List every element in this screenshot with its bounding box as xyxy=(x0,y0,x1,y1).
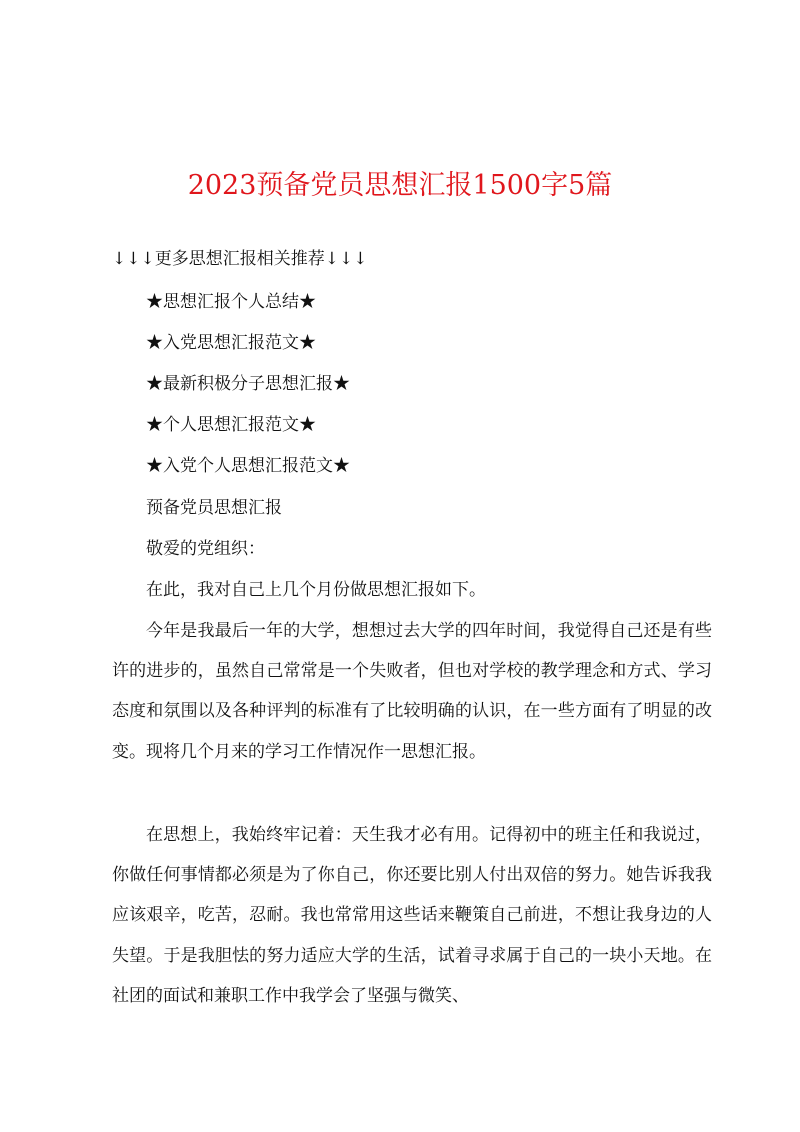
document-title: 2023预备党员思想汇报1500字5篇 xyxy=(187,170,613,201)
recommend-link-1[interactable]: ★思想汇报个人总结★ xyxy=(146,292,316,312)
recommend-link-3[interactable]: ★最新积极分子思想汇报★ xyxy=(146,374,350,394)
recommend-link-2[interactable]: ★入党思想汇报范文★ xyxy=(146,333,316,353)
intro-line: 在此，我对自己上几个月份做思想汇报如下。 xyxy=(146,580,486,600)
recommend-link-4[interactable]: ★个人思想汇报范文★ xyxy=(146,415,316,435)
recommend-header: ↓↓↓更多思想汇报相关推荐↓↓↓ xyxy=(112,249,368,269)
salutation: 敬爱的党组织： xyxy=(146,539,265,559)
section-title: 预备党员思想汇报 xyxy=(146,498,282,518)
body-paragraph-2: 在思想上，我始终牢记着：天生我才必有用。记得初中的班主任和我说过，你做任何事情都必须是为了你自己，你还要比别人付出双倍的努力。她告诉我我应该艰辛，吃苦，忍耐。我也常常用这些话来鞭策自己前进，不想让我身边的人失望。于是我胆怯的努力适应大学的生活，试着寻求属于自己的一块小天地。在社团的面试和兼职工作中我学会了坚强与微笑、 xyxy=(112,825,712,1006)
body-paragraph-1: 今年是我最后一年的大学，想想过去大学的四年时间，我觉得自己还是有些许的进步的，虽然自己常常是一个失败者，但也对学校的教学理念和方式、学习态度和氛围以及各种评判的标准有了比较明确的认识，在一些方面有了明显的改变。现将几个月来的学习工作情况作一思想汇报。 xyxy=(112,621,712,762)
recommend-link-5[interactable]: ★入党个人思想汇报范文★ xyxy=(146,456,350,476)
